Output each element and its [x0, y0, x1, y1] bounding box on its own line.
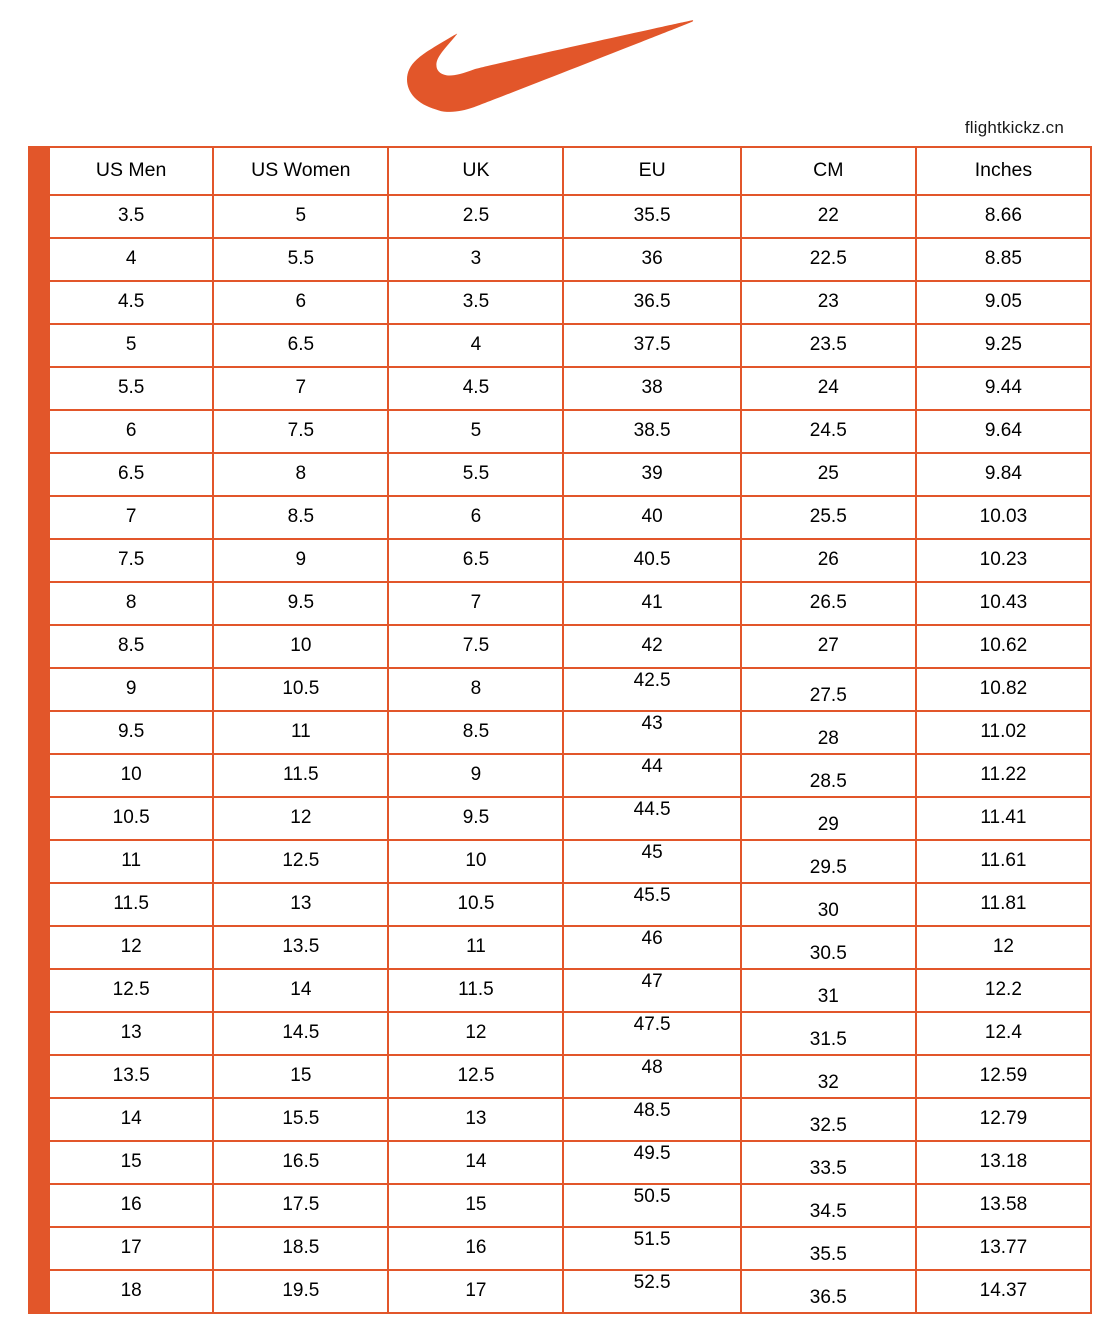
cell-eu: 39: [563, 453, 740, 496]
cell-eu: 37.5: [563, 324, 740, 367]
table-row: [49, 625, 1091, 668]
cell-inches: 9.44: [916, 367, 1091, 410]
cell-cm: 27.5: [741, 668, 916, 711]
table-row: [49, 324, 1091, 367]
cell-uk: 16: [388, 1227, 563, 1270]
cell-uk: 7: [388, 582, 563, 625]
cell-cm: 34.5: [741, 1184, 916, 1227]
cell-eu: 44: [563, 754, 740, 797]
table-row: [49, 1227, 1091, 1270]
cell-eu: 48: [563, 1055, 740, 1098]
cell-inches: 11.22: [916, 754, 1091, 797]
cell-uk: 11.5: [388, 969, 563, 1012]
cell-us-men: 6.5: [49, 453, 213, 496]
cell-eu: 45: [563, 840, 740, 883]
cell-cm: 25: [741, 453, 916, 496]
table-row: [49, 1270, 1091, 1313]
cell-inches: 14.37: [916, 1270, 1091, 1313]
cell-us-women: 10: [213, 625, 388, 668]
cell-inches: 12.59: [916, 1055, 1091, 1098]
table-row: [49, 195, 1091, 238]
cell-us-men: 13: [49, 1012, 213, 1055]
cell-cm: 26.5: [741, 582, 916, 625]
cell-inches: 9.05: [916, 281, 1091, 324]
cell-us-men: 4.5: [49, 281, 213, 324]
cell-us-women: 16.5: [213, 1141, 388, 1184]
cell-us-women: 13: [213, 883, 388, 926]
cell-us-women: 10.5: [213, 668, 388, 711]
table-row: [49, 539, 1091, 582]
cell-us-men: 3.5: [49, 195, 213, 238]
cell-us-men: 6: [49, 410, 213, 453]
cell-cm: 30.5: [741, 926, 916, 969]
cell-inches: 12: [916, 926, 1091, 969]
cell-us-men: 7: [49, 496, 213, 539]
cell-eu: 50.5: [563, 1184, 740, 1227]
cell-us-men: 17: [49, 1227, 213, 1270]
cell-uk: 14: [388, 1141, 563, 1184]
cell-cm: 24: [741, 367, 916, 410]
cell-inches: 10.82: [916, 668, 1091, 711]
cell-eu: 46: [563, 926, 740, 969]
cell-us-men: 9.5: [49, 711, 213, 754]
column-header-us-men: US Men: [49, 147, 213, 195]
cell-cm: 33.5: [741, 1141, 916, 1184]
cell-us-men: 11: [49, 840, 213, 883]
cell-us-men: 4: [49, 238, 213, 281]
cell-cm: 32.5: [741, 1098, 916, 1141]
cell-us-women: 19.5: [213, 1270, 388, 1313]
table-row: [49, 410, 1091, 453]
cell-eu: 38.5: [563, 410, 740, 453]
cell-inches: 11.81: [916, 883, 1091, 926]
cell-us-men: 7.5: [49, 539, 213, 582]
cell-cm: 28: [741, 711, 916, 754]
table-body: [49, 195, 1091, 1313]
cell-inches: 13.58: [916, 1184, 1091, 1227]
cell-inches: 10.43: [916, 582, 1091, 625]
cell-uk: 10.5: [388, 883, 563, 926]
cell-us-women: 9.5: [213, 582, 388, 625]
table-row: [49, 496, 1091, 539]
watermark-text: flightkickz.cn: [964, 118, 1064, 137]
cell-cm: 35.5: [741, 1227, 916, 1270]
cell-us-men: 15: [49, 1141, 213, 1184]
cell-inches: 11.41: [916, 797, 1091, 840]
cell-eu: 44.5: [563, 797, 740, 840]
cell-inches: 8.66: [916, 195, 1091, 238]
cell-inches: 9.64: [916, 410, 1091, 453]
cell-uk: 4: [388, 324, 563, 367]
cell-inches: 13.18: [916, 1141, 1091, 1184]
table-row: [49, 281, 1091, 324]
cell-eu: 38: [563, 367, 740, 410]
cell-uk: 3: [388, 238, 563, 281]
cell-eu: 35.5: [563, 195, 740, 238]
cell-inches: 12.4: [916, 1012, 1091, 1055]
cell-inches: 10.62: [916, 625, 1091, 668]
cell-uk: 15: [388, 1184, 563, 1227]
cell-eu: 42.5: [563, 668, 740, 711]
table-header-row: [49, 147, 1091, 195]
cell-us-men: 14: [49, 1098, 213, 1141]
table-row: [49, 840, 1091, 883]
cell-eu: 40.5: [563, 539, 740, 582]
column-header-inches: Inches: [916, 147, 1091, 195]
cell-inches: 12.79: [916, 1098, 1091, 1141]
cell-eu: 47.5: [563, 1012, 740, 1055]
cell-eu: 45.5: [563, 883, 740, 926]
cell-eu: 36.5: [563, 281, 740, 324]
cell-uk: 8: [388, 668, 563, 711]
table-row: [49, 883, 1091, 926]
table-row: [49, 969, 1091, 1012]
table-row: [49, 711, 1091, 754]
cell-eu: 43: [563, 711, 740, 754]
cell-cm: 31: [741, 969, 916, 1012]
cell-cm: 32: [741, 1055, 916, 1098]
cell-uk: 2.5: [388, 195, 563, 238]
cell-cm: 31.5: [741, 1012, 916, 1055]
cell-uk: 12: [388, 1012, 563, 1055]
table-row: [49, 754, 1091, 797]
cell-eu: 42: [563, 625, 740, 668]
table-row: [49, 582, 1091, 625]
cell-eu: 41: [563, 582, 740, 625]
cell-us-men: 8: [49, 582, 213, 625]
size-chart-table-block: [28, 146, 1072, 1314]
cell-us-men: 12.5: [49, 969, 213, 1012]
cell-inches: 8.85: [916, 238, 1091, 281]
cell-us-men: 5: [49, 324, 213, 367]
cell-uk: 6.5: [388, 539, 563, 582]
table-row: [49, 1055, 1091, 1098]
cell-eu: 48.5: [563, 1098, 740, 1141]
table-row: [49, 668, 1091, 711]
cell-us-men: 5.5: [49, 367, 213, 410]
cell-us-women: 15.5: [213, 1098, 388, 1141]
cell-us-men: 10: [49, 754, 213, 797]
cell-us-men: 13.5: [49, 1055, 213, 1098]
cell-uk: 9.5: [388, 797, 563, 840]
cell-inches: 12.2: [916, 969, 1091, 1012]
cell-cm: 25.5: [741, 496, 916, 539]
cell-uk: 9: [388, 754, 563, 797]
cell-uk: 17: [388, 1270, 563, 1313]
cell-us-men: 18: [49, 1270, 213, 1313]
cell-uk: 8.5: [388, 711, 563, 754]
cell-us-women: 14.5: [213, 1012, 388, 1055]
cell-uk: 5.5: [388, 453, 563, 496]
cell-us-men: 8.5: [49, 625, 213, 668]
cell-cm: 36.5: [741, 1270, 916, 1313]
cell-eu: 40: [563, 496, 740, 539]
cell-eu: 51.5: [563, 1227, 740, 1270]
table-row: [49, 1141, 1091, 1184]
column-header-cm: CM: [741, 147, 916, 195]
cell-us-men: 12: [49, 926, 213, 969]
cell-us-men: 11.5: [49, 883, 213, 926]
cell-cm: 28.5: [741, 754, 916, 797]
cell-us-women: 7.5: [213, 410, 388, 453]
size-chart-table: [48, 146, 1092, 1314]
cell-uk: 12.5: [388, 1055, 563, 1098]
table-row: [49, 926, 1091, 969]
cell-cm: 24.5: [741, 410, 916, 453]
column-header-eu: EU: [563, 147, 740, 195]
cell-us-women: 12: [213, 797, 388, 840]
cell-inches: 11.02: [916, 711, 1091, 754]
cell-eu: 49.5: [563, 1141, 740, 1184]
table-row: [49, 797, 1091, 840]
cell-us-women: 11.5: [213, 754, 388, 797]
cell-uk: 6: [388, 496, 563, 539]
cell-eu: 36: [563, 238, 740, 281]
column-header-uk: UK: [388, 147, 563, 195]
cell-us-women: 11: [213, 711, 388, 754]
cell-us-women: 8.5: [213, 496, 388, 539]
cell-us-women: 5.5: [213, 238, 388, 281]
cell-uk: 13: [388, 1098, 563, 1141]
cell-cm: 26: [741, 539, 916, 582]
cell-us-women: 15: [213, 1055, 388, 1098]
brand-logo: [0, 18, 1100, 118]
cell-us-women: 14: [213, 969, 388, 1012]
cell-cm: 23: [741, 281, 916, 324]
cell-uk: 11: [388, 926, 563, 969]
column-header-us-women: US Women: [213, 147, 388, 195]
cell-us-men: 9: [49, 668, 213, 711]
cell-cm: 22.5: [741, 238, 916, 281]
table-row: [49, 1098, 1091, 1141]
table-row: [49, 367, 1091, 410]
cell-inches: 11.61: [916, 840, 1091, 883]
cell-us-women: 9: [213, 539, 388, 582]
cell-inches: 10.03: [916, 496, 1091, 539]
cell-uk: 3.5: [388, 281, 563, 324]
table-row: [49, 1012, 1091, 1055]
cell-us-women: 12.5: [213, 840, 388, 883]
cell-cm: 29: [741, 797, 916, 840]
table-row: [49, 238, 1091, 281]
cell-us-women: 7: [213, 367, 388, 410]
cell-cm: 29.5: [741, 840, 916, 883]
cell-us-women: 6.5: [213, 324, 388, 367]
cell-us-women: 6: [213, 281, 388, 324]
table-row: [49, 453, 1091, 496]
nike-swoosh-icon: [405, 16, 695, 120]
cell-us-women: 18.5: [213, 1227, 388, 1270]
cell-uk: 7.5: [388, 625, 563, 668]
cell-uk: 5: [388, 410, 563, 453]
cell-us-men: 10.5: [49, 797, 213, 840]
cell-uk: 4.5: [388, 367, 563, 410]
cell-inches: 10.23: [916, 539, 1091, 582]
cell-eu: 52.5: [563, 1270, 740, 1313]
cell-cm: 30: [741, 883, 916, 926]
cell-us-women: 17.5: [213, 1184, 388, 1227]
cell-uk: 10: [388, 840, 563, 883]
cell-us-women: 13.5: [213, 926, 388, 969]
cell-us-men: 16: [49, 1184, 213, 1227]
cell-inches: 9.25: [916, 324, 1091, 367]
cell-inches: 13.77: [916, 1227, 1091, 1270]
cell-eu: 47: [563, 969, 740, 1012]
cell-cm: 23.5: [741, 324, 916, 367]
cell-cm: 27: [741, 625, 916, 668]
cell-us-women: 5: [213, 195, 388, 238]
cell-us-women: 8: [213, 453, 388, 496]
cell-cm: 22: [741, 195, 916, 238]
cell-inches: 9.84: [916, 453, 1091, 496]
table-row: [49, 1184, 1091, 1227]
